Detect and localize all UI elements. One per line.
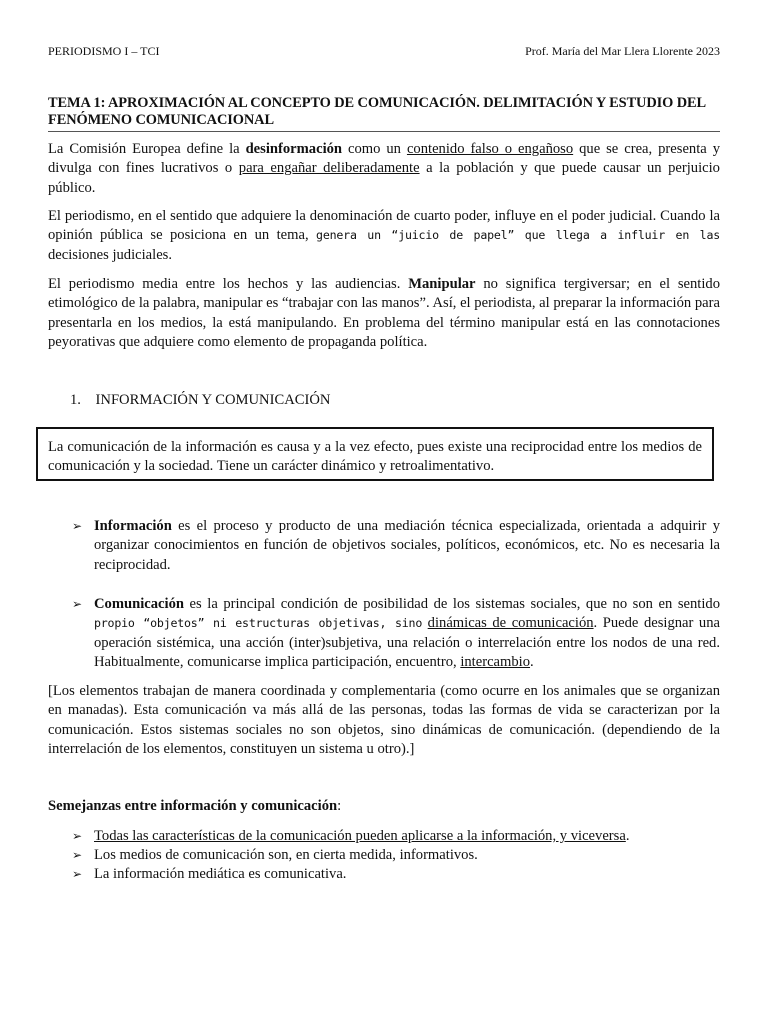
- arrow-bullet-icon: ➢: [72, 597, 83, 611]
- term-comunicacion: Comunicación: [94, 596, 184, 612]
- header-course: PERIODISMO I – TCI: [48, 44, 160, 58]
- arrow-bullet-icon: ➢: [72, 848, 83, 862]
- term-manipular: Manipular: [408, 276, 476, 292]
- term-desinformacion: desinformación: [245, 141, 343, 157]
- boxed-definition: La comunicación de la información es causa y a la vez efecto, pues existe una reciprocidad entre los medios de comunicación y la sociedad. Tiene un carácter dinámico y retroalimentativo.: [36, 427, 714, 481]
- arrow-bullet-icon: ➢: [72, 867, 83, 881]
- paragraph-desinformacion: La Comisión Europea define la desinformación como un contenido falso o engañoso que se crea, presenta y divulga con fines lucrativos o para engañar deliberadamente a la población y que puede causar un perjuicio público.: [48, 141, 721, 196]
- list-item-semejanza-3: ➢ La información mediática es comunicativa.: [72, 865, 720, 884]
- arrow-bullet-icon: ➢: [72, 829, 83, 843]
- underlined-semejanza-1: Todas las características de la comunicación pueden aplicarse a la información, y viceversa: [94, 828, 626, 844]
- paragraph-cuarto-poder: El periodismo, en el sentido que adquiere la denominación de cuarto poder, influye en el poder judicial. Cuando la opinión pública se posiciona en un tema, genera un “juicio de papel” que llega a influir en las decisiones judiciales.: [48, 208, 720, 263]
- section-heading-1: 1. INFORMACIÓN Y COMUNICACIÓN: [70, 392, 331, 408]
- term-informacion: Información: [94, 518, 172, 534]
- list-item-semejanza-2: ➢ Los medios de comunicación son, en cierta medida, informativos.: [72, 846, 720, 865]
- underlined-contenido-falso: contenido falso o engañoso: [406, 141, 574, 157]
- bullet-comunicacion: ➢ Comunicación es la principal condición de posibilidad de los sistemas sociales, que no son en sentido propio “objetos” ni estructuras objetivas, sino dinámicas de comunicación. Puede designar una operación sistémica, una acción (inter)subjetiva, una relación o interrelación entre los nodos de una red. Habitualmente, comunicarse implica participación, encuentro, intercambio.: [72, 596, 720, 671]
- paragraph-manipular: El periodismo media entre los hechos y las audiencias. Manipular no significa tergiversar; en el sentido etimológico de la palabra, manipular es “trabajar con las manos”. Así, el periodista, al preparar la información para presentarla en los medios, la está manipulando. En problema del término manipular está en las connotaciones peyorativas que adquiere como elemento de propaganda política.: [48, 276, 720, 351]
- underlined-intercambio: intercambio: [460, 654, 531, 671]
- arrow-bullet-icon: ➢: [72, 519, 83, 533]
- semejanzas-heading: Semejanzas entre información y comunicación:: [48, 798, 342, 814]
- topic-title: TEMA 1: APROXIMACIÓN AL CONCEPTO DE COMUNICACIÓN. DELIMITACIÓN Y ESTUDIO DEL FENÓMENO COMUNICACIONAL: [48, 95, 720, 132]
- mono-juicio-de-papel: genera un “juicio de papel” que llega a influir en las: [316, 228, 720, 243]
- page-header: [48, 42, 720, 61]
- list-item-semejanza-1: ➢ Todas las características de la comunicación pueden aplicarse a la información, y viceversa.: [72, 827, 720, 846]
- underlined-dinamicas: dinámicas de comunicación: [427, 615, 594, 632]
- header-author: Prof. María del Mar Llera Llorente 2023: [525, 44, 720, 58]
- mono-objetos: propio “objetos” ni estructuras objetivas, sino: [94, 616, 423, 631]
- underlined-para-enganar: para engañar deliberadamente: [238, 160, 420, 177]
- paragraph-bracketed-note: [Los elementos trabajan de manera coordinada y complementaria (como ocurre en los animales que se organizan en manadas). Esta comunicación va más allá de las personas, todas las formas de vida se caracterizan por la comunicación. Estos sistemas sociales no son objetos, sino dinámicas de comunicación. (dependiendo de la interrelación de los elementos, constituyen un sistema u otro).]: [48, 683, 720, 758]
- bullet-informacion: ➢ Información es el proceso y producto de una mediación técnica especializada, orientada a adquirir y organizar conocimientos en función de objetivos sociales, políticos, económicos, etc. No es necesaria la reciprocidad.: [72, 518, 720, 573]
